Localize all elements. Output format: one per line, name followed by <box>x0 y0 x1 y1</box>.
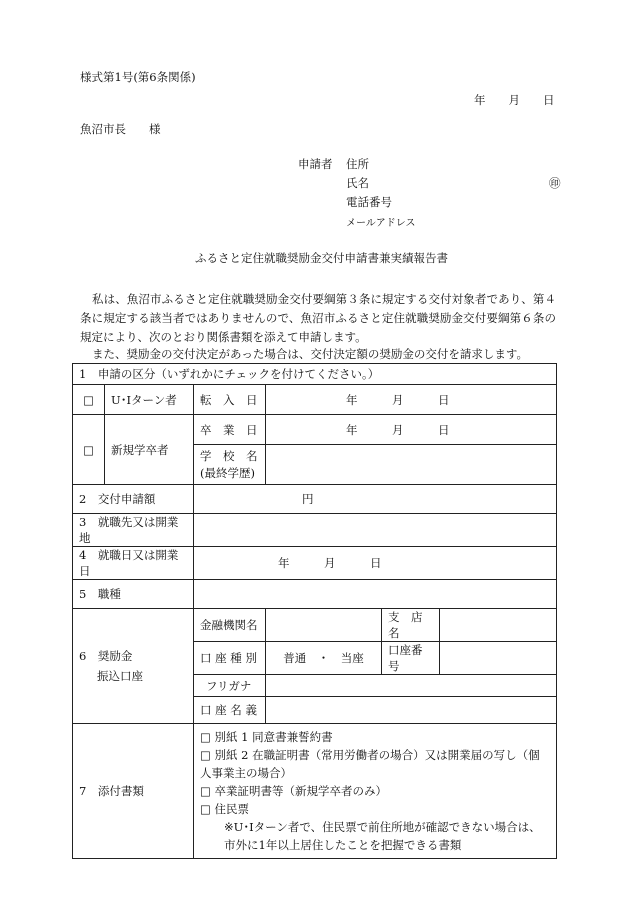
section-6-label-line1: 6 奨励金 <box>79 649 133 663</box>
account-holder-field[interactable] <box>266 697 557 724</box>
applicant-email-label: メールアドレス <box>346 218 416 229</box>
bank-name-field[interactable] <box>266 609 382 642</box>
account-type-field[interactable]: 普通 ・ 当座 <box>266 642 382 675</box>
section-6-label-line2: 振込口座 <box>97 669 143 683</box>
form-number: 様式第1号(第6条関係) <box>80 70 196 84</box>
attachment-item[interactable]: □ 別紙 2 在職証明書（常用労働者の場合）又は開業届の写し（個人事業主の場合） <box>200 748 540 780</box>
move-in-date-field[interactable]: 年 月 日 <box>266 385 557 415</box>
school-name-label <box>194 445 266 485</box>
account-number-field[interactable] <box>440 642 557 675</box>
applicant-role: 申請者 <box>298 157 333 171</box>
section-3-label: 3 就職先又は開業地 <box>73 514 194 547</box>
employment-date-field[interactable]: 年 月 日 <box>194 547 557 580</box>
new-grad-label: 新規学卒者 <box>105 415 194 485</box>
bank-name-label: 金融機関名 <box>194 609 266 642</box>
applicant-phone-label: 電話番号 <box>346 195 392 209</box>
section-1-heading: 1 申請の区分（いずれかにチェックを付けてください。） <box>73 364 557 385</box>
section-2-label: 2 交付申請額 <box>73 485 194 514</box>
attachment-item[interactable]: □ 住民票 <box>200 802 250 816</box>
graduation-date-field[interactable]: 年 月 日 <box>266 415 557 445</box>
account-type-label: 口 座 種 別 <box>194 642 266 675</box>
section-6-label <box>73 609 194 724</box>
school-name-label-sub: (最終学歴) <box>200 465 255 480</box>
school-name-label-main: 学 校 名 <box>200 448 258 463</box>
occupation-field[interactable] <box>194 580 557 609</box>
new-grad-checkbox[interactable]: □ <box>73 415 105 485</box>
furigana-field[interactable] <box>266 675 557 697</box>
attachment-note: ※U･Iターン者で、住民票で前住所地が確認できない場合は、市外に1年以上居住したことを把握できる書類 <box>224 820 541 852</box>
graduation-date-label: 卒 業 日 <box>194 415 266 445</box>
application-table <box>72 363 557 859</box>
move-in-date-label: 転 入 日 <box>194 385 266 415</box>
applicant-name-label: 氏名 <box>346 176 369 190</box>
branch-name-label: 支 店 名 <box>382 609 440 642</box>
branch-name-field[interactable] <box>440 609 557 642</box>
body-paragraph-2: また、奨励金の交付決定があった場合は、交付決定額の奨励金の交付を請求します。 <box>92 347 528 361</box>
date-line: 年 月 日 <box>474 93 555 107</box>
attachment-item[interactable]: □ 別紙 1 同意書兼誓約書 <box>200 730 333 744</box>
employer-field[interactable] <box>194 514 557 547</box>
addressee: 魚沼市長 様 <box>80 122 161 136</box>
attachments-list <box>194 724 557 859</box>
furigana-label: フリガナ <box>194 675 266 697</box>
body-paragraph-1: 私は、魚沼市ふるさと定住就職奨励金交付要綱第３条に規定する交付対象者であり、第４条に規定する該当者ではありませんので、魚沼市ふるさと定住就職奨励金交付要綱第６条の規定により、次のとおり関係書類を添えて申請します。 <box>80 292 556 344</box>
grant-amount-field[interactable]: 円 <box>194 485 557 514</box>
seal-mark: ㊞ <box>549 176 561 190</box>
account-number-label: 口座番号 <box>382 642 440 675</box>
account-holder-label: 口 座 名 義 <box>194 697 266 724</box>
applicant-address-label: 住所 <box>346 157 369 171</box>
section-4-label: 4 就職日又は開業日 <box>73 547 194 580</box>
section-7-label: 7 添付書類 <box>73 724 194 859</box>
document-title: ふるさと定住就職奨励金交付申請書兼実績報告書 <box>195 251 448 265</box>
ui-turn-checkbox[interactable]: □ <box>73 385 105 415</box>
section-5-label: 5 職種 <box>73 580 194 609</box>
school-name-field[interactable] <box>266 445 557 485</box>
attachment-item[interactable]: □ 卒業証明書等（新規学卒者のみ） <box>200 784 388 798</box>
ui-turn-label: U･Iターン者 <box>105 385 194 415</box>
